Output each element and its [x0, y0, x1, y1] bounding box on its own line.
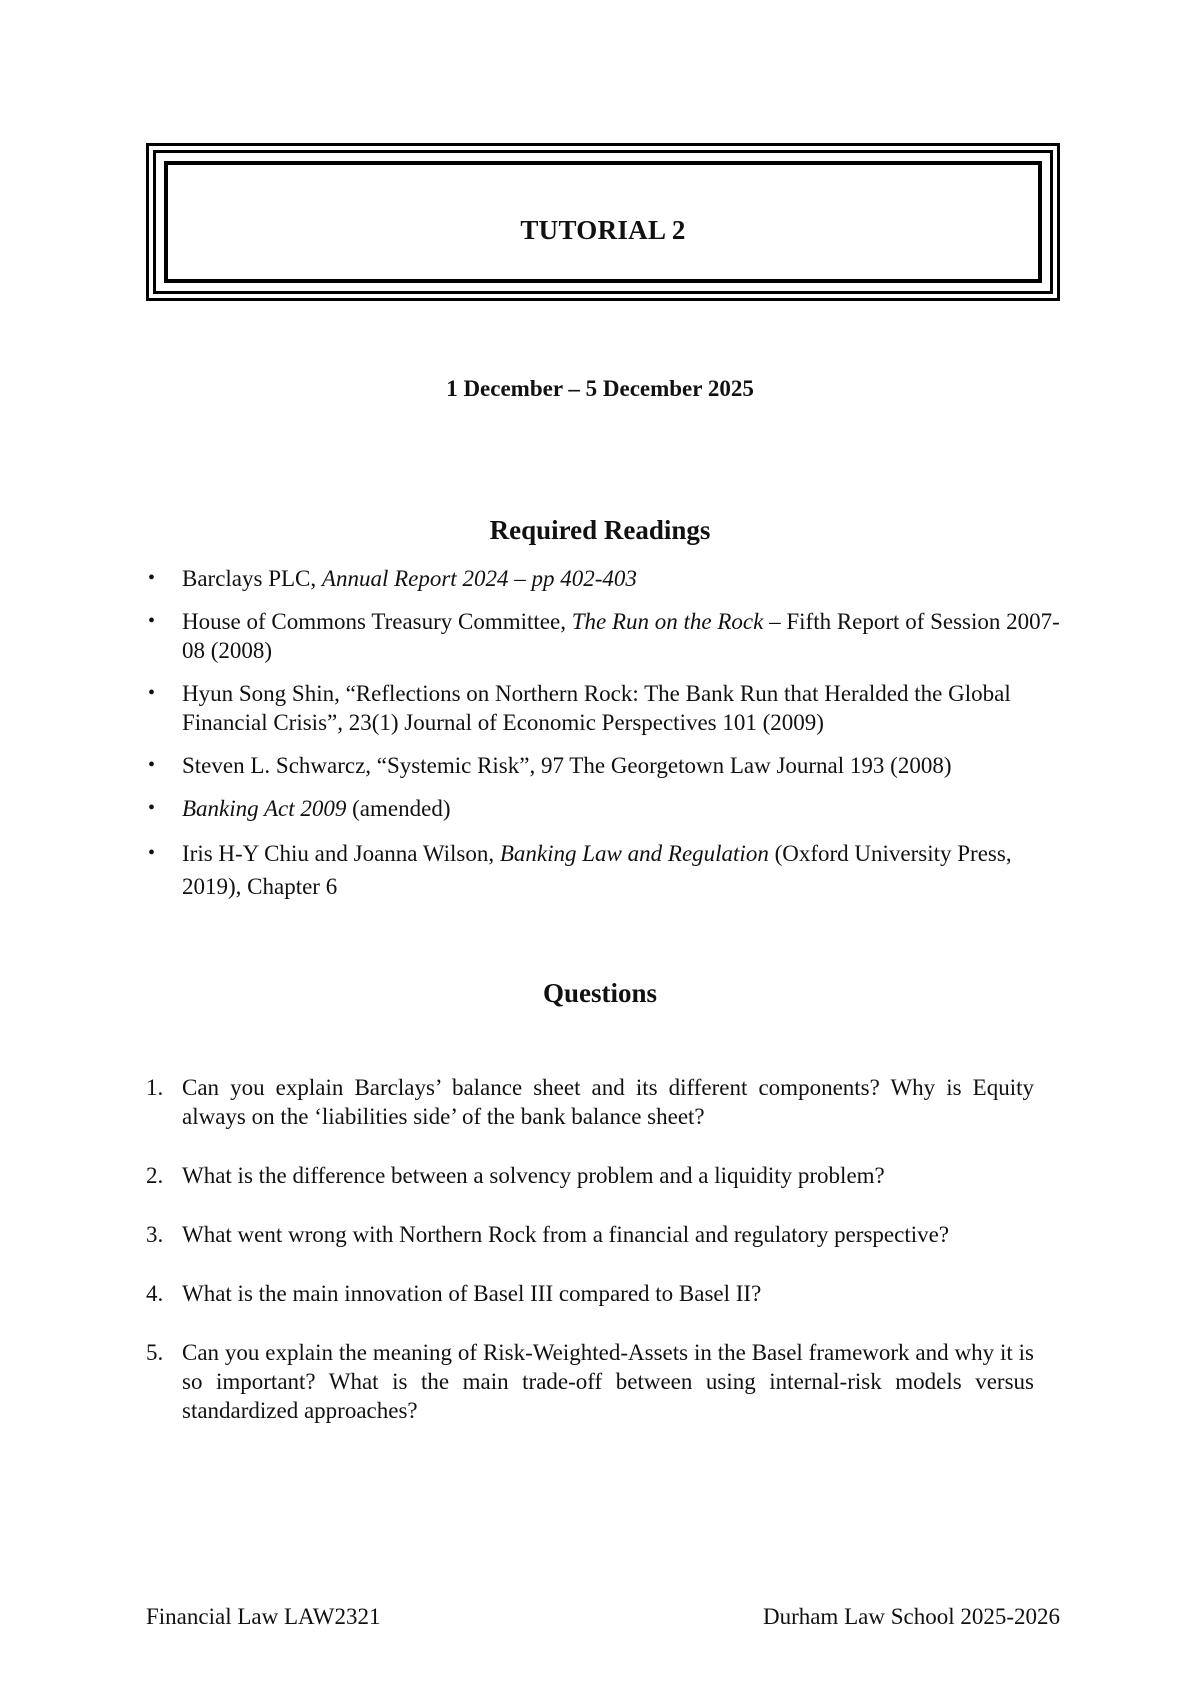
reading-item [146, 794, 1066, 823]
reading-title-italic: Banking Law and Regulation [499, 841, 769, 866]
bullet-icon: • [148, 567, 156, 589]
reading-text: Iris H-Y Chiu and Joanna Wilson, [182, 841, 500, 866]
reading-item [146, 837, 1066, 903]
questions-heading: Questions [542, 978, 658, 1008]
question-item [146, 1279, 1034, 1308]
question-item [146, 1073, 1034, 1131]
reading-text: Hyun Song Shin, “Reflections on Northern Rock: The Bank Run that Heralded the Global Financial Crisis”, 23(1) Journal of Economic Perspectives 101 (2009) [182, 681, 1011, 735]
page-title: TUTORIAL 2 [520, 215, 686, 245]
question-number: 5. [146, 1340, 164, 1365]
question-text: What is the main innovation of Basel III compared to Basel II? [182, 1281, 762, 1306]
reading-title-italic: Annual Report 2024 – pp 402-403 [321, 566, 637, 591]
reading-text: Steven L. Schwarcz, “Systemic Risk”, 97 The Georgetown Law Journal 193 (2008) [182, 753, 952, 778]
question-item [146, 1338, 1034, 1425]
reading-text: – Fifth Report of Session 2007-08 (2008) [182, 609, 1060, 663]
question-number: 4. [146, 1281, 164, 1306]
title-box [146, 143, 1060, 301]
reading-text: House of Commons Treasury Committee, [182, 609, 572, 634]
reading-text: Barclays PLC, [182, 566, 322, 591]
question-text: What went wrong with Northern Rock from a financial and regulatory perspective? [182, 1222, 950, 1247]
reading-item [146, 751, 1066, 780]
question-number: 2. [146, 1163, 164, 1188]
readings-list [146, 564, 1066, 917]
footer-school: Durham Law School 2025-2026 [762, 1604, 1060, 1629]
bullet-icon: • [148, 610, 156, 632]
footer-course: Financial Law LAW2321 [146, 1604, 381, 1629]
question-text: Can you explain Barclays’ balance sheet and its different components? Why is Equity always on the ‘liabilities side’ of the bank balance sheet? [182, 1075, 1034, 1129]
reading-item [146, 607, 1066, 665]
bullet-icon: • [148, 754, 156, 776]
reading-title-italic: Banking Act 2009 [182, 796, 347, 821]
question-item [146, 1161, 1034, 1190]
date-range: 1 December – 5 December 2025 [446, 376, 754, 401]
question-text: What is the difference between a solvency problem and a liquidity problem? [182, 1163, 885, 1188]
question-text: Can you explain the meaning of Risk-Weighted-Assets in the Basel framework and why it is so important? What is the main trade-off between using internal-risk models versus standardized approaches? [182, 1340, 1034, 1423]
question-number: 1. [146, 1075, 164, 1100]
question-item [146, 1220, 1034, 1249]
reading-item [146, 564, 1066, 593]
reading-text: (Oxford University Press, 2019), Chapter 6 [182, 841, 1012, 899]
bullet-icon: • [148, 797, 156, 819]
reading-item [146, 679, 1066, 737]
reading-title-italic: The Run on the Rock [571, 609, 764, 634]
questions-list [146, 1073, 1034, 1455]
bullet-icon: • [148, 682, 156, 704]
question-number: 3. [146, 1222, 164, 1247]
reading-text: (amended) [346, 796, 451, 821]
readings-heading: Required Readings [489, 515, 711, 545]
bullet-icon: • [148, 842, 156, 864]
